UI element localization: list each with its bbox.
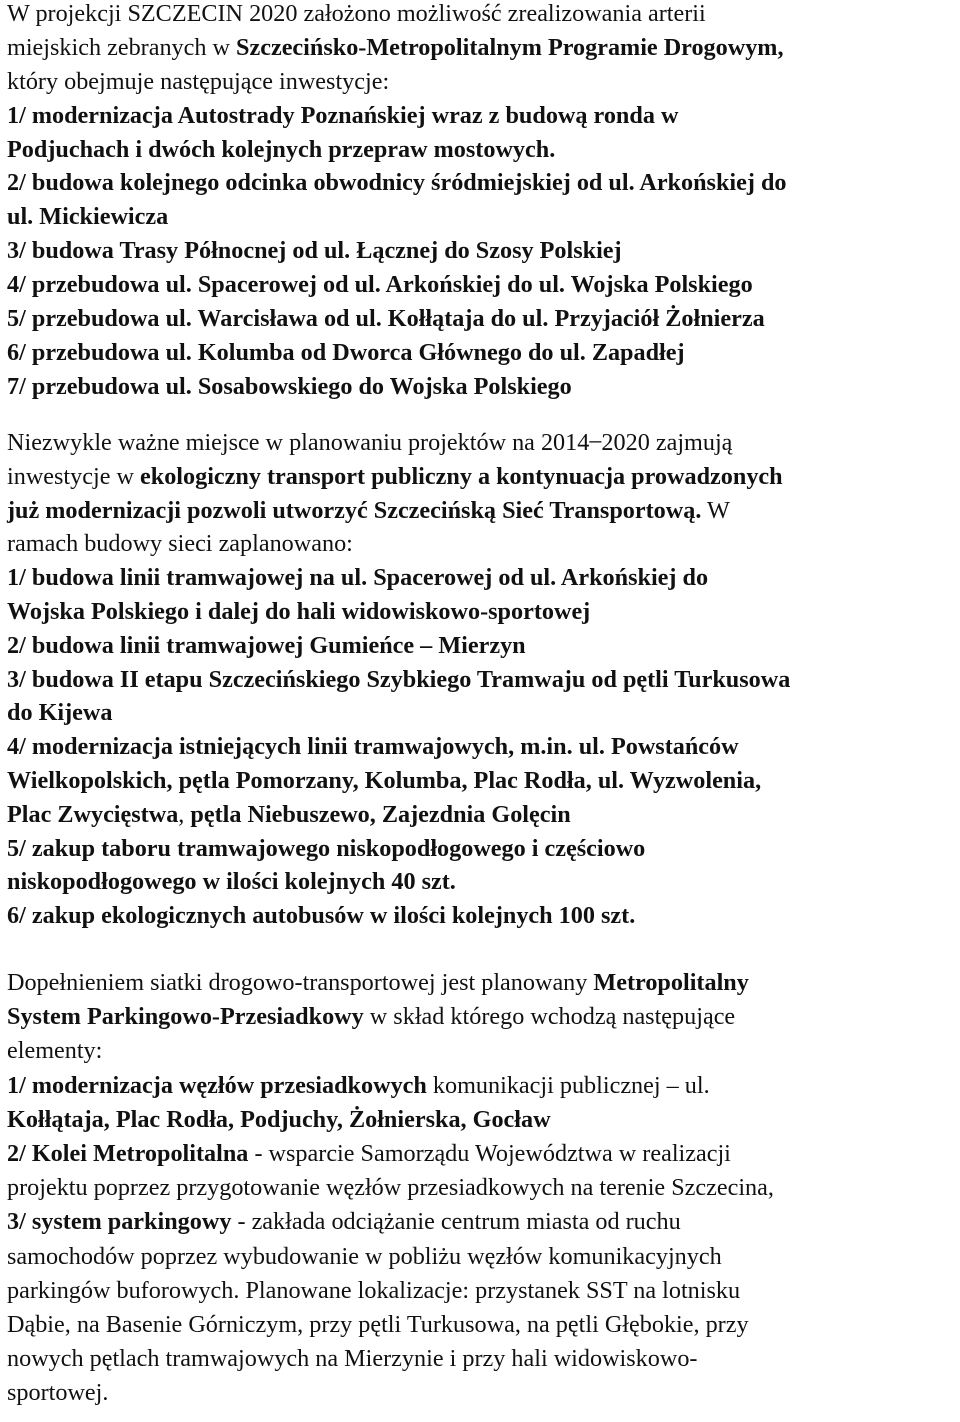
bold-text-run: 1/ modernizacja Autostrady Poznańskiej wraz z budową ronda w: [7, 101, 679, 129]
text-line: [7, 268, 787, 302]
text-run: Niezwykle ważne miejsce w planowaniu projektów na 2014 ̶ 2020 zajmują: [7, 429, 733, 456]
text-line: [7, 1240, 774, 1274]
bold-text-run: Plac Zwycięstwa: [7, 800, 179, 828]
text-line: [7, 730, 790, 764]
text-line: [7, 31, 787, 65]
bold-text-run: 1/ budowa linii tramwajowej na ul. Spacerowej od ul. Arkońskiej do: [7, 564, 709, 592]
text-line: [7, 1376, 774, 1410]
bold-text-run: 3/ system parkingowy: [7, 1208, 232, 1236]
text-line: [7, 1342, 774, 1376]
text-line: [7, 99, 787, 133]
text-line: [7, 899, 790, 933]
text-run: ,: [178, 800, 191, 828]
bold-text-run: 5/ przebudowa ul. Warcisława od ul. Kołłątaja do ul. Przyjaciół Żołnierza: [7, 305, 765, 333]
text-line: [7, 370, 787, 404]
bold-text-run: pętla Niebuszewo, Zajezdnia Golęcin: [190, 800, 571, 828]
text-run: Dąbie, na Basenie Górniczym, przy pętli Turkusowa, na pętli Głębokie, przy: [7, 1310, 749, 1338]
text-run: sportowej.: [7, 1379, 109, 1407]
bold-text-run: Wielkopolskich, pętla Pomorzany, Kolumba, Plac Rodła, ul. Wyzwolenia,: [7, 766, 762, 794]
text-line: [7, 200, 787, 234]
text-run: elementy:: [7, 1037, 103, 1065]
text-run: który obejmuje następujące inwestycje:: [7, 67, 390, 95]
bold-text-run: 4/ modernizacja istniejących linii tramwajowych, m.in. ul. Powstańców: [7, 733, 739, 761]
text-line: [7, 696, 790, 730]
text-line: [7, 1137, 774, 1171]
text-line: [7, 133, 787, 167]
text-line: [7, 798, 790, 832]
bold-text-run: Kołłątaja, Plac Rodła, Podjuchy, Żołnierska, Gocław: [7, 1105, 551, 1133]
bold-text-run: 6/ przebudowa ul. Kolumba od Dworca Głównego do ul. Zapadłej: [7, 338, 685, 366]
bold-text-run: 1/ modernizacja węzłów przesiadkowych: [7, 1071, 427, 1099]
text-run: parkingów buforowych. Planowane lokalizacje: przystanek SST na lotnisku: [7, 1276, 741, 1304]
bold-text-run: System Parkingowo-Przesiadkowy: [7, 1003, 364, 1031]
bold-text-run: 3/ budowa II etapu Szczecińskiego Szybkiego Tramwaju od pętli Turkusowa: [7, 665, 791, 693]
bold-text-run: 7/ przebudowa ul. Sosabowskiego do Wojska Polskiego: [7, 372, 572, 400]
text-run: inwestycje w: [7, 462, 140, 490]
text-line: [7, 1000, 774, 1034]
text-line: [7, 1103, 774, 1137]
text-line: [7, 865, 790, 899]
text-line: [7, 595, 790, 629]
text-run: Dopełnieniem siatki drogowo-transportowej jest planowany: [7, 969, 594, 996]
text-line: [7, 426, 790, 460]
text-line: [7, 1308, 774, 1342]
text-line: [7, 1171, 774, 1205]
bold-text-run: już modernizacji pozwoli utworzyć Szczecińską Sieć Transportową.: [7, 496, 702, 524]
text-line: [7, 527, 790, 561]
text-line: [7, 629, 790, 663]
text-line: [7, 65, 787, 99]
bold-text-run: 5/ zakup taboru tramwajowego niskopodłogowego i częściowo: [7, 834, 646, 862]
text-line: [7, 302, 787, 336]
text-line: [7, 1205, 774, 1239]
bold-text-run: Wojska Polskiego i dalej do hali widowiskowo-sportowej: [7, 597, 591, 625]
text-line: [7, 832, 790, 866]
bold-text-run: 2/ Kolei Metropolitalna: [7, 1139, 249, 1167]
bold-text-run: Szczecińsko-Metropolitalnym Programie Drogowym,: [236, 33, 784, 61]
bold-text-run: 2/ budowa kolejnego odcinka obwodnicy śródmiejskiej od ul. Arkońskiej do: [7, 169, 787, 197]
text-run: ramach budowy sieci zaplanowano:: [7, 530, 353, 558]
text-line: [7, 663, 790, 697]
section-public-transport: [7, 426, 790, 933]
text-line: [7, 336, 787, 370]
text-run: nowych pętlach tramwajowych na Mierzynie i przy hali widowiskowo-: [7, 1345, 698, 1373]
section-road-program: [7, 0, 787, 404]
text-run: - wsparcie Samorządu Województwa w realizacji: [248, 1139, 731, 1167]
bold-text-run: 2/ budowa linii tramwajowej Gumieńce – Mierzyn: [7, 631, 526, 659]
text-line: [7, 764, 790, 798]
bold-text-run: niskopodłogowego w ilości kolejnych 40 szt.: [7, 868, 456, 896]
text-line: [7, 1274, 774, 1308]
text-run: samochodów poprzez wybudowanie w pobliżu węzłów komunikacyjnych: [7, 1242, 722, 1270]
text-run: W projekcji SZCZECIN 2020 założono możliwość zrealizowania arterii: [7, 0, 706, 27]
text-line: [7, 494, 790, 528]
text-run: miejskich zebranych w: [7, 33, 237, 61]
text-run: w skład którego wchodzą następujące: [363, 1003, 736, 1031]
bold-text-run: ekologiczny transport publiczny a kontynuacja prowadzonych: [140, 462, 783, 490]
text-line: [7, 966, 774, 1000]
bold-text-run: 6/ zakup ekologicznych autobusów w ilości kolejnych 100 szt.: [7, 902, 636, 930]
bold-text-run: ul. Mickiewicza: [7, 203, 169, 231]
section-parking-system: [7, 966, 774, 1410]
text-line: [7, 1069, 774, 1103]
text-line: [7, 0, 787, 31]
text-run: komunikacji publicznej – ul.: [426, 1071, 710, 1099]
bold-text-run: 4/ przebudowa ul. Spacerowej od ul. Arkońskiej do ul. Wojska Polskiego: [7, 271, 753, 299]
text-run: - zakłada odciążanie centrum miasta od ruchu: [231, 1208, 681, 1236]
text-line: [7, 166, 787, 200]
bold-text-run: Metropolitalny: [593, 969, 749, 996]
text-run: projektu poprzez przygotowanie węzłów przesiadkowych na terenie Szczecina,: [7, 1174, 774, 1202]
bold-text-run: 3/ budowa Trasy Północnej od ul. Łącznej do Szosy Polskiej: [7, 237, 622, 265]
text-line: [7, 561, 790, 595]
text-line: [7, 1034, 774, 1068]
bold-text-run: Podjuchach i dwóch kolejnych przepraw mostowych.: [7, 135, 556, 163]
text-line: [7, 460, 790, 494]
bold-text-run: do Kijewa: [7, 699, 113, 727]
text-run: W: [701, 496, 730, 524]
text-line: [7, 234, 787, 268]
